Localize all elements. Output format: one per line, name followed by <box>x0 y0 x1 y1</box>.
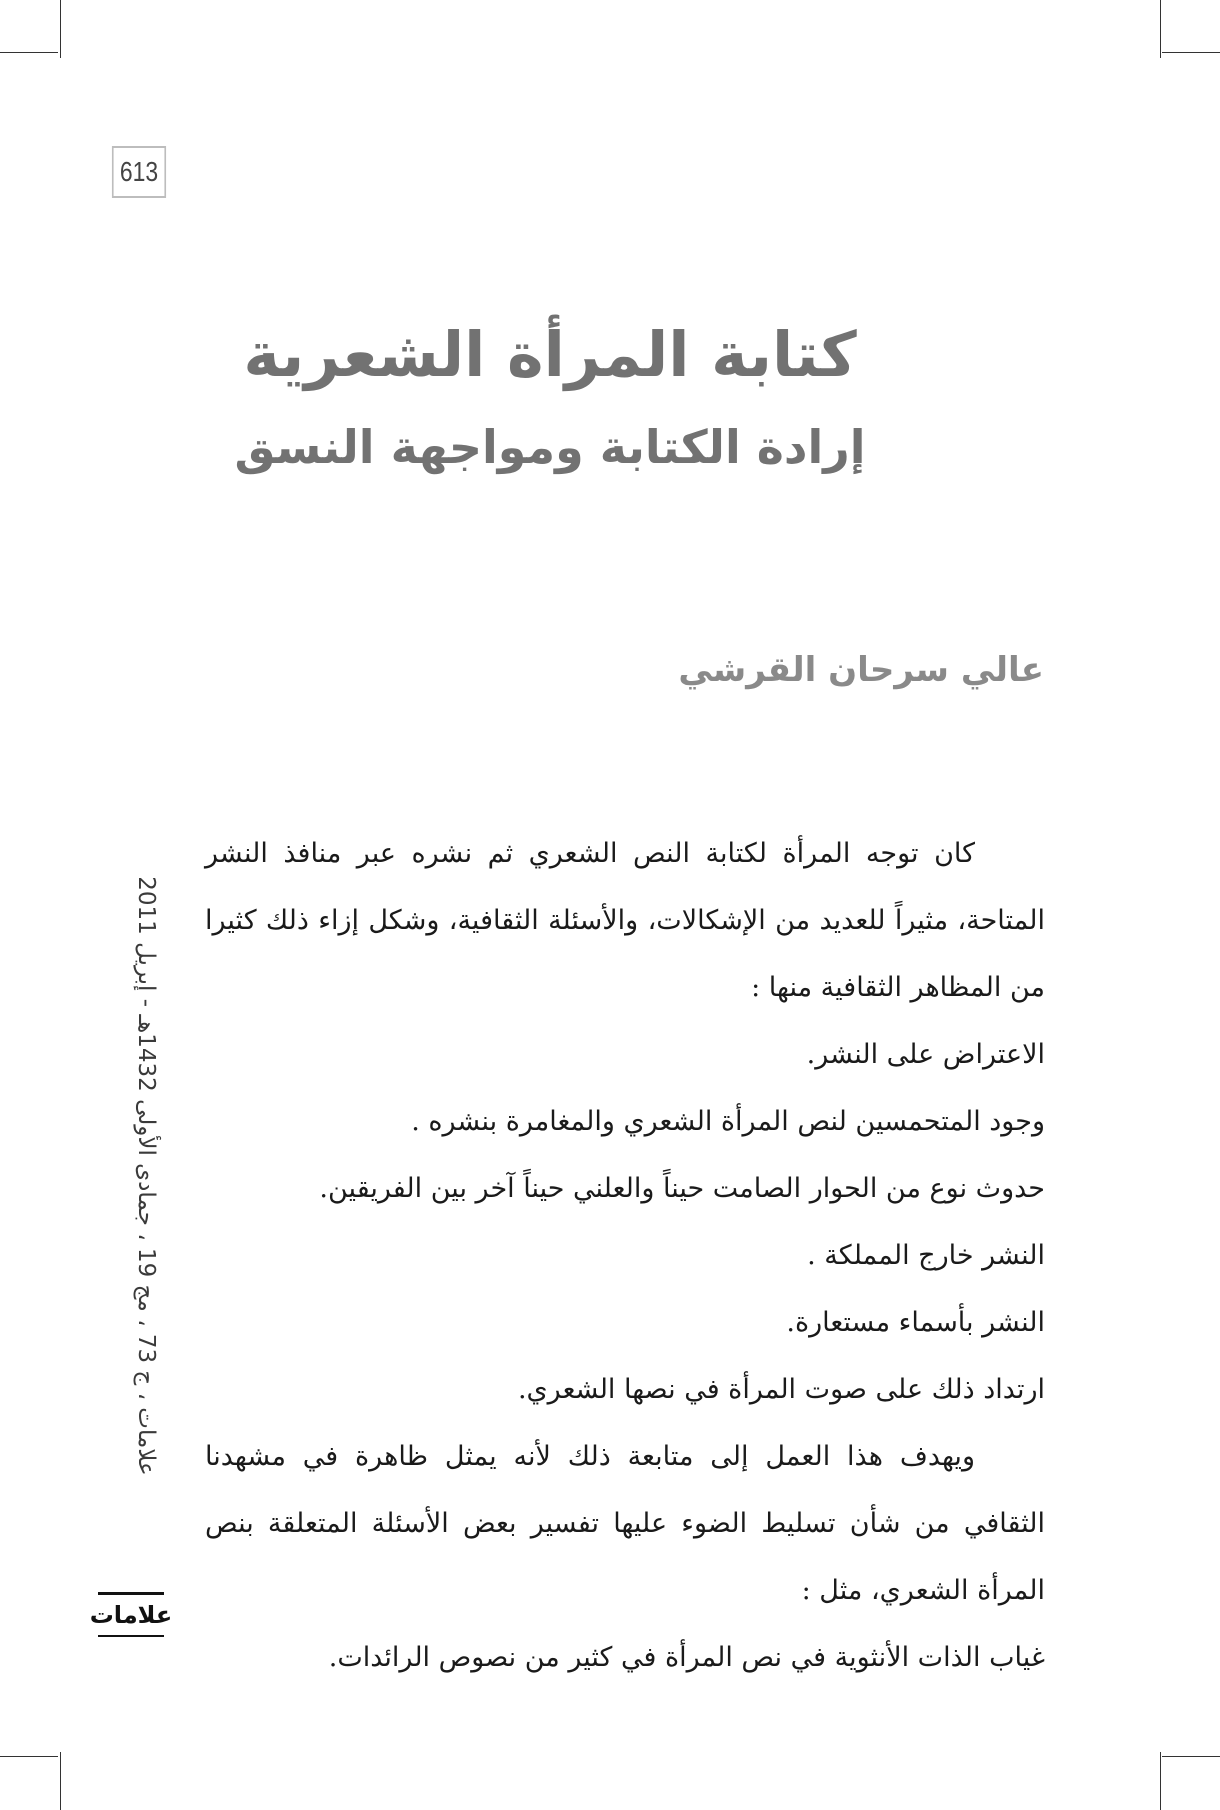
list-item: النشر بأسماء مستعارة. <box>786 1307 1045 1338</box>
list-item: النشر خارج المملكة . <box>807 1240 1045 1271</box>
list-item: حدوث نوع من الحوار الصامت حيناً والعلني حيناً آخر بين الفريقين. <box>319 1173 1045 1204</box>
paragraph-intro: كان توجه المرأة لكتابة النص الشعري ثم نشره عبر منافذ النشر المتاحة، مثيراً للعديد من الإشكالات، والأسئلة الثقافية، وشكل إزاء ذلك كثيرا من المظاهر الثقافية منها : <box>205 838 1045 1003</box>
article-title: كتابة المرأة الشعرية <box>243 318 857 391</box>
list-item: الاعتراض على النشر. <box>806 1039 1045 1070</box>
crop-mark <box>1162 1756 1220 1757</box>
crop-mark <box>60 0 61 58</box>
list-item: وجود المتحمسين لنص المرأة الشعري والمغامرة بنشره . <box>411 1106 1045 1137</box>
journal-logo: علامات <box>98 1592 164 1637</box>
article-body <box>205 820 1045 1691</box>
author-name: عالي سرحان القرشي <box>678 650 1044 690</box>
crop-mark <box>1162 52 1220 53</box>
paragraph-aim: ويهدف هذا العمل إلى متابعة ذلك لأنه يمثل ظاهرة في مشهدنا الثقافي من شأن تسليط الضوء عليها تفسير بعض الأسئلة المتعلقة بنص المرأة الشعري، مثل : <box>205 1441 1045 1606</box>
list-item: ارتداد ذلك على صوت المرأة في نصها الشعري. <box>517 1374 1045 1405</box>
journal-citation: علامات ، ج 73 ، مج 19 ، جمادى الأولى 1432هـ - إبريل 2011 <box>133 876 159 1476</box>
crop-mark <box>60 1752 61 1810</box>
list-item: غياب الذات الأنثوية في نص المرأة في كثير من نصوص الرائدات. <box>328 1642 1045 1673</box>
crop-mark <box>0 52 58 53</box>
crop-mark <box>0 1756 58 1757</box>
crop-mark <box>1160 0 1161 58</box>
crop-mark <box>1160 1752 1161 1810</box>
article-subtitle: إرادة الكتابة ومواجهة النسق <box>234 420 866 474</box>
page-number: 613 <box>112 146 166 198</box>
